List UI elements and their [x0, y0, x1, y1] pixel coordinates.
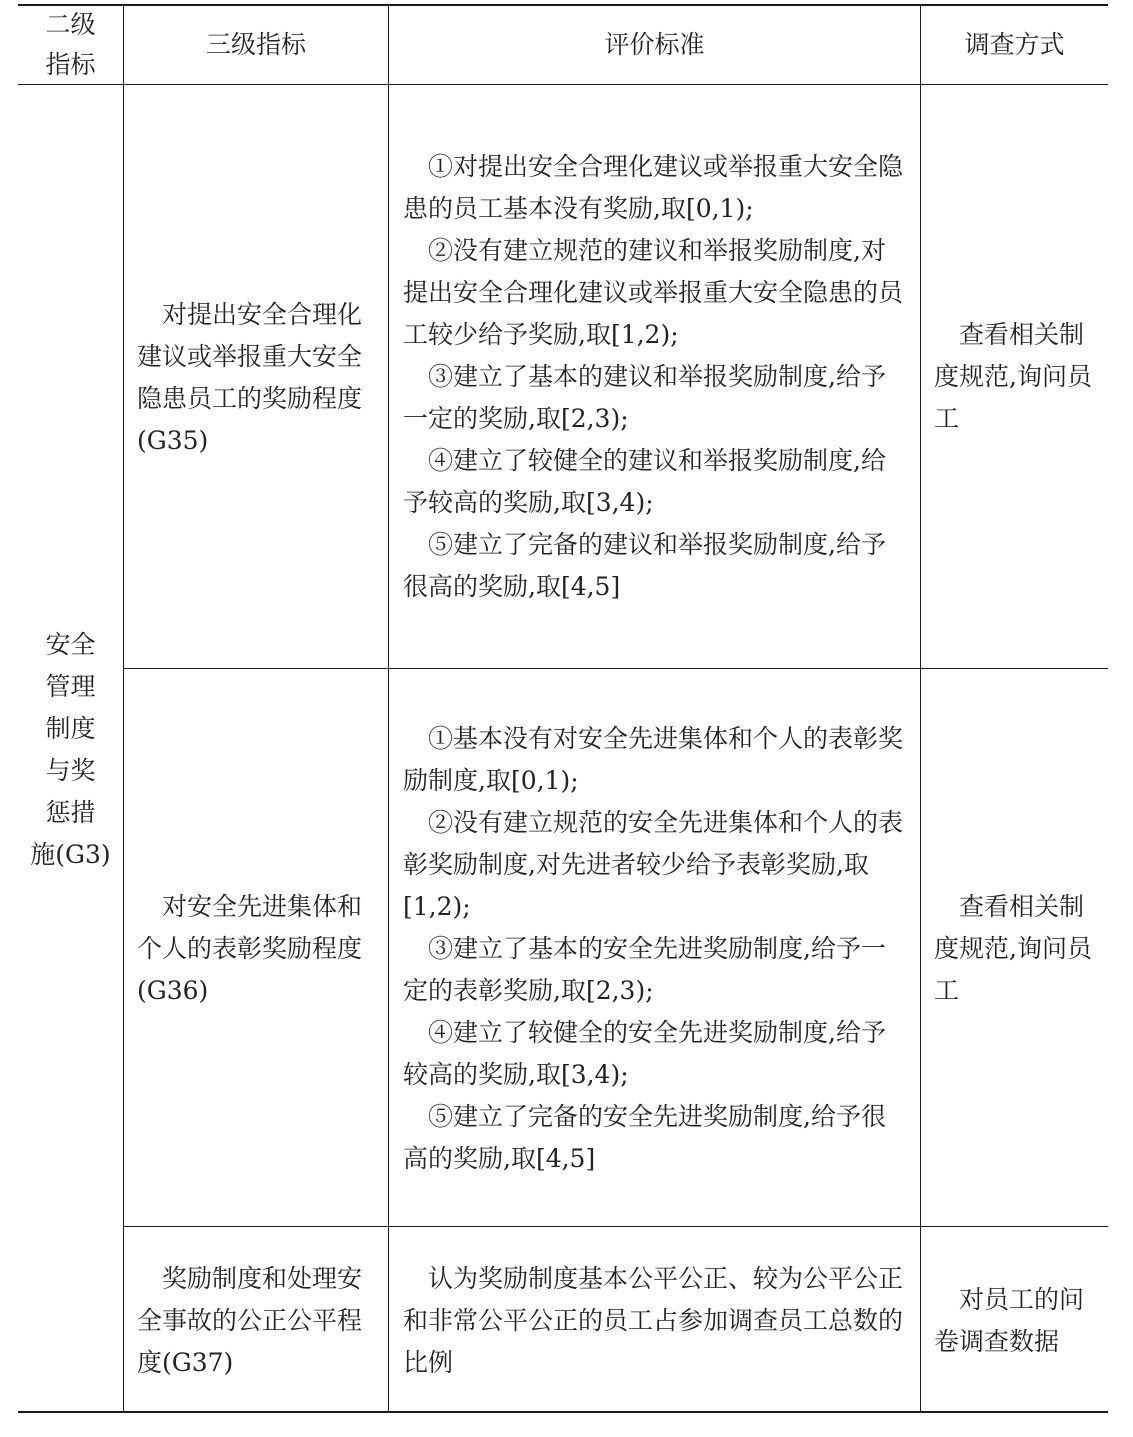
- criteria-item: 认为奖励制度基本公平公正、较为公平公正和非常公平公正的员工占参加调查员工总数的比例: [403, 1264, 904, 1377]
- group-label: [18, 624, 123, 876]
- criteria-item: ③建立了基本的建议和举报奖励制度,给予一定的奖励,取[2,3);: [403, 362, 886, 433]
- header-secondary-indicator-line: 二级: [45, 10, 96, 39]
- criteria-item: ④建立了较健全的安全先进奖励制度,给予较高的奖励,取[3,4);: [403, 1018, 886, 1089]
- header-tertiary-indicator: 三级指标: [205, 30, 306, 59]
- group-label-line: 安全: [45, 630, 96, 659]
- column-divider: [388, 5, 389, 1412]
- criteria-item: ⑤建立了完备的安全先进奖励制度,给予很高的奖励,取[4,5]: [403, 1102, 886, 1173]
- group-label-line: 惩措: [45, 798, 96, 827]
- header-secondary-indicator: [18, 5, 123, 85]
- header-secondary-indicator-line: 指标: [45, 50, 96, 79]
- row-divider: [123, 1226, 1108, 1227]
- tertiary-indicator-g37: 奖励制度和处理安全事故的公正公平程度(G37): [137, 1264, 363, 1377]
- table-top-rule: [18, 4, 1108, 6]
- criteria-g37: [403, 1258, 908, 1384]
- criteria-item: ④建立了较健全的建议和举报奖励制度,给予较高的奖励,取[3,4);: [403, 446, 886, 517]
- survey-method-g35: 查看相关制度规范,询问员工: [934, 320, 1092, 433]
- tertiary-indicator-g35: 对提出安全合理化建议或举报重大安全隐患员工的奖励程度(G35): [137, 300, 363, 455]
- tertiary-indicator-g36: 对安全先进集体和个人的表彰奖励程度(G36): [137, 892, 363, 1005]
- group-label-line: 制度: [45, 714, 96, 743]
- criteria-item: ⑤建立了完备的建议和举报奖励制度,给予很高的奖励,取[4,5]: [403, 530, 886, 601]
- row-divider: [123, 668, 1108, 669]
- criteria-item: ②没有建立规范的建议和举报奖励制度,对提出安全合理化建议或举报重大安全隐患的员工较少给予奖励,取[1,2);: [403, 236, 904, 349]
- group-label-line: 与奖: [45, 756, 96, 785]
- criteria-g36: [403, 718, 908, 1180]
- survey-method-g36: 查看相关制度规范,询问员工: [934, 892, 1092, 1005]
- header-bottom-rule: [18, 84, 1108, 85]
- criteria-item: ①基本没有对安全先进集体和个人的表彰奖励制度,取[0,1);: [403, 724, 904, 795]
- column-divider: [123, 5, 124, 1412]
- header-survey-method: 调查方式: [964, 30, 1065, 59]
- group-label-line: 施(G3): [30, 840, 111, 869]
- criteria-item: ②没有建立规范的安全先进集体和个人的表彰奖励制度,对先进者较少给予表彰奖励,取[1,2);: [403, 808, 904, 921]
- survey-method-g37: 对员工的问卷调查数据: [934, 1285, 1085, 1356]
- column-divider: [920, 5, 921, 1412]
- criteria-item: ③建立了基本的安全先进奖励制度,给予一定的表彰奖励,取[2,3);: [403, 934, 886, 1005]
- group-label-line: 管理: [45, 672, 96, 701]
- table-bottom-rule: [18, 1411, 1108, 1413]
- header-evaluation-criteria: 评价标准: [604, 30, 705, 59]
- criteria-g35: [403, 146, 908, 608]
- criteria-item: ①对提出安全合理化建议或举报重大安全隐患的员工基本没有奖励,取[0,1);: [403, 152, 904, 223]
